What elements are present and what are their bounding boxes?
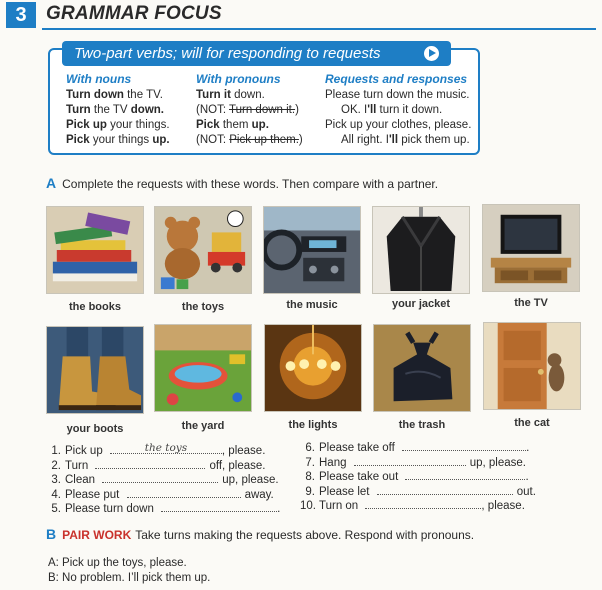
items-left — [46, 444, 280, 517]
response-1: OK. I'll turn it down. — [341, 104, 443, 116]
answer-blank-3[interactable] — [102, 473, 218, 483]
item-3: 3. Clean up, please. — [51, 474, 279, 486]
pronoun-not-1: (NOT: Turn down it.) — [196, 104, 299, 116]
caption-boots: your boots — [66, 423, 124, 435]
answer-blank-10[interactable] — [365, 499, 481, 509]
audio-play-icon[interactable] — [424, 46, 439, 61]
answer-blank-1[interactable] — [110, 444, 222, 454]
noun-example-4: Pick your things up. — [66, 134, 170, 146]
dialog-line-b: B: No problem. I’ll pick them up. — [48, 572, 211, 584]
item-7: 7. Hang up, please. — [305, 456, 526, 469]
answer-blank-8[interactable] — [405, 470, 525, 480]
picture-jacket — [372, 206, 470, 294]
items-right — [300, 441, 536, 514]
col-heading-requests: Requests and responses — [325, 72, 468, 86]
exercise-a-text: Complete the requests with these words. Then compare with a partner. — [62, 177, 439, 191]
exercise-b-letter: B — [46, 526, 57, 542]
answer-blank-5[interactable] — [161, 502, 277, 512]
answer-blank-4[interactable] — [127, 488, 241, 498]
picture-cat — [483, 322, 581, 410]
exercise-b-text: Take turns making the requests above. Respond with pronouns. — [135, 528, 475, 542]
caption-lights: the lights — [288, 419, 338, 431]
item-8: 8. Please take out . — [305, 471, 529, 483]
section-header — [6, 2, 596, 28]
dialog-line-a: A: Pick up the toys, please. — [48, 557, 187, 569]
header-rule — [42, 28, 596, 30]
pair-work-label: PAIR WORK — [62, 528, 132, 542]
item-10: 10. Turn on , please. — [300, 500, 525, 512]
caption-trash: the trash — [398, 419, 446, 431]
grammar-banner — [62, 41, 451, 66]
exercise-a-instruction — [46, 175, 438, 191]
exercise-a-letter: A — [46, 175, 57, 191]
noun-example-2: Turn the TV down. — [66, 104, 164, 116]
noun-example-1: Turn down the TV. — [66, 89, 163, 101]
request-2: Pick up your clothes, please. — [325, 119, 472, 131]
noun-example-3: Pick up your things. — [66, 119, 170, 131]
caption-books: the books — [69, 301, 121, 313]
request-1: Please turn down the music. — [325, 89, 470, 101]
item-4: 4. Please put away. — [51, 488, 274, 501]
item-9: 9. Please let out. — [305, 485, 536, 498]
answer-blank-9[interactable] — [377, 485, 513, 495]
pronoun-not-2: (NOT: Pick up them.) — [196, 134, 303, 146]
picture-tv — [482, 204, 580, 292]
picture-music — [263, 206, 361, 294]
col-with-nouns — [66, 72, 170, 148]
picture-lights — [264, 324, 362, 412]
pronoun-example-2: Pick them up. — [196, 119, 269, 131]
picture-yard — [154, 324, 252, 412]
item-2: 2. Turn off, please. — [51, 459, 266, 472]
caption-cat: the cat — [514, 417, 550, 429]
picture-trash — [373, 324, 471, 412]
picture-boots — [46, 326, 144, 414]
caption-yard: the yard — [181, 420, 225, 432]
item-5: 5. Please turn down . — [51, 503, 281, 515]
col-heading-nouns: With nouns — [66, 72, 132, 86]
item-1: 1. Pick up the toys , please. — [51, 442, 266, 457]
col-with-pronouns — [196, 72, 303, 148]
answer-blank-7[interactable] — [354, 456, 466, 466]
picture-books — [46, 206, 144, 294]
caption-tv: the TV — [514, 297, 548, 309]
caption-jacket: your jacket — [391, 298, 451, 310]
section-title: GRAMMAR FOCUS — [46, 3, 222, 24]
picture-toys — [154, 206, 252, 294]
response-2: All right. I'll pick them up. — [341, 134, 470, 146]
exercise-b-instruction — [46, 526, 474, 542]
answer-blank-6[interactable] — [402, 441, 526, 451]
caption-music: the music — [286, 299, 338, 311]
pronoun-example-1: Turn it down. — [196, 89, 265, 101]
item-6: 6. Please take off . — [305, 442, 530, 454]
col-heading-pronouns: With pronouns — [196, 72, 281, 86]
col-requests-responses — [325, 72, 471, 148]
handwritten-answer-1: the toys — [144, 442, 188, 454]
caption-toys: the toys — [181, 301, 225, 313]
answer-blank-2[interactable] — [95, 459, 205, 469]
grammar-banner-title: Two-part verbs; will for responding to requests — [74, 45, 381, 62]
section-number: 3 — [6, 2, 36, 28]
